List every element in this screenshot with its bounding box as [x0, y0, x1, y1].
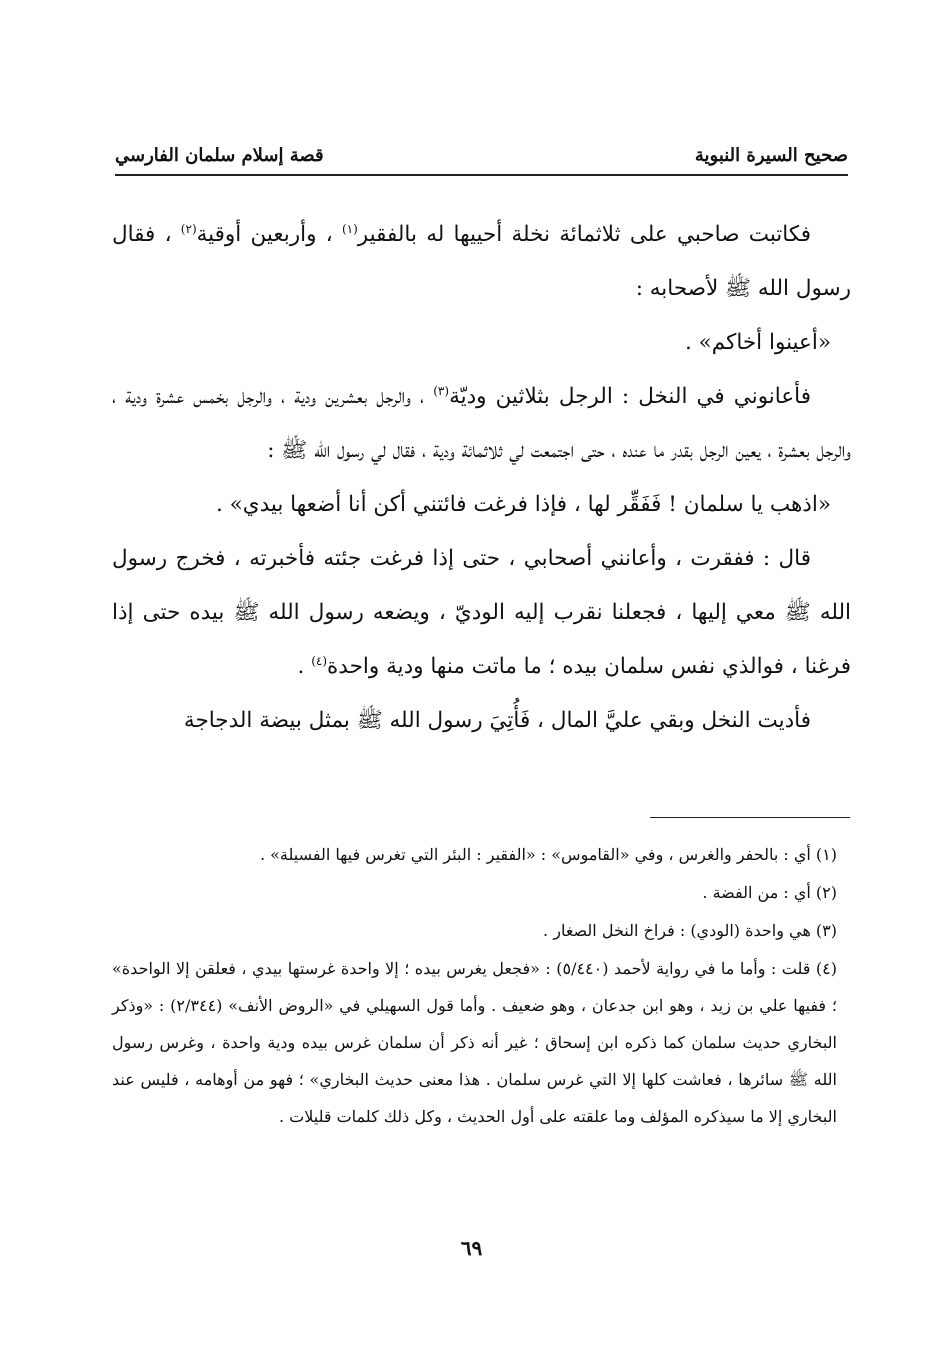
footnote-1: (١) أي : بالحفر والغرس ، وفي «القاموس» : «الفقير : البئر التي تغرس فيها الفسيلة» .	[259, 845, 837, 864]
paragraph-3-text-b: ، والرجل بعشرين ودية ، والرجل بخمس عشرة ودية ، والرجل بعشرة ، يعين الرجل بقدر ما عنده ، حتى اجتمعت لي ثلاثمائة ودية ، فقال لي رسول الله ﷺ :	[112, 384, 851, 463]
paragraph-1-text-b: ، وأربعين أوقية	[196, 222, 342, 247]
paragraph-2-quote: «أعينوا أخاكم» .	[684, 330, 831, 355]
footnote-ref-3: (٣)	[433, 383, 450, 398]
paragraph-1-text-c: ، فقال رسول الله ﷺ لأصحابه :	[112, 222, 851, 301]
paragraph-1	[112, 208, 851, 316]
footnote-ref-2: (٢)	[180, 221, 197, 236]
footnote-3: (٣) هي واحدة (الودي) : فراخ النخل الصغار .	[543, 921, 837, 940]
paragraph-4-quote: «اذهب يا سلمان ! فَفَقِّر لها ، فإذا فرغت فائتني أكن أنا أضعها بيدي» .	[215, 492, 831, 517]
paragraph-1-text-a: فكاتبت صاحبي على ثلاثمائة نخلة أحييها له بالفقير	[357, 222, 811, 247]
page-number: ٦٩	[460, 1236, 483, 1260]
footnote-ref-4: (٤)	[311, 653, 328, 668]
footnotes	[112, 836, 851, 1135]
footnote-4: (٤) قلت : وأما ما في رواية لأحمد (٥/٤٤٠) : «فجعل يغرس بيده ؛ إلا واحدة غرستها بيدي ، فعلقن إلا الواحدة» ؛ ففيها علي بن زيد ، وهو ابن جدعان ، وهو ضعيف . وأما قول السهيلي في «الروض الأنف» (٢/٣٤٤) : «وذكر البخاري حديث سلمان كما ذكره ابن إسحاق ؛ غير أنه ذكر أن سلمان غرس بيده ودية واحدة ، وغرس رسول الله ﷺ سائرها ، فعاشت كلها إلا التي غرس سلمان . هذا معنى حديث البخاري» ؛ فهو من أوهامه ، فليس عند البخاري إلا ما سيذكره المؤلف وما علقته على أول الحديث ، وكل ذلك كلمات قليلات .	[112, 959, 838, 1126]
paragraph-3-text-a: فأعانوني في النخل : الرجل بثلاثين وديّة	[449, 384, 811, 409]
running-header	[115, 128, 848, 176]
paragraph-5-text-b: .	[297, 654, 312, 679]
footnote-separator	[650, 817, 850, 818]
main-text	[112, 208, 851, 748]
paragraph-5	[112, 532, 851, 694]
footnote-2: (٢) أي : من الفضة .	[702, 883, 837, 902]
paragraph-6: فأديت النخل وبقي عليَّ المال ، فَأُتِيَ رسول الله ﷺ بمثل بيضة الدجاجة	[183, 708, 811, 733]
chapter-title: قصة إسلام سلمان الفارسي	[115, 145, 324, 166]
footnote-ref-1: (١)	[341, 221, 358, 236]
paragraph-3	[112, 370, 851, 478]
book-title: صحيح السيرة النبوية	[694, 145, 848, 166]
paragraph-5-text-a: قال : ففقرت ، وأعانني أصحابي ، حتى إذا فرغت جئته فأخبرته ، فخرج رسول الله ﷺ معي إليها ، فجعلنا نقرب إليه الوديّ ، ويضعه رسول الله ﷺ بيده حتى إذا فرغنا ، فوالذي نفس سلمان بيده ؛ ما ماتت منها ودية واحدة	[112, 546, 851, 679]
